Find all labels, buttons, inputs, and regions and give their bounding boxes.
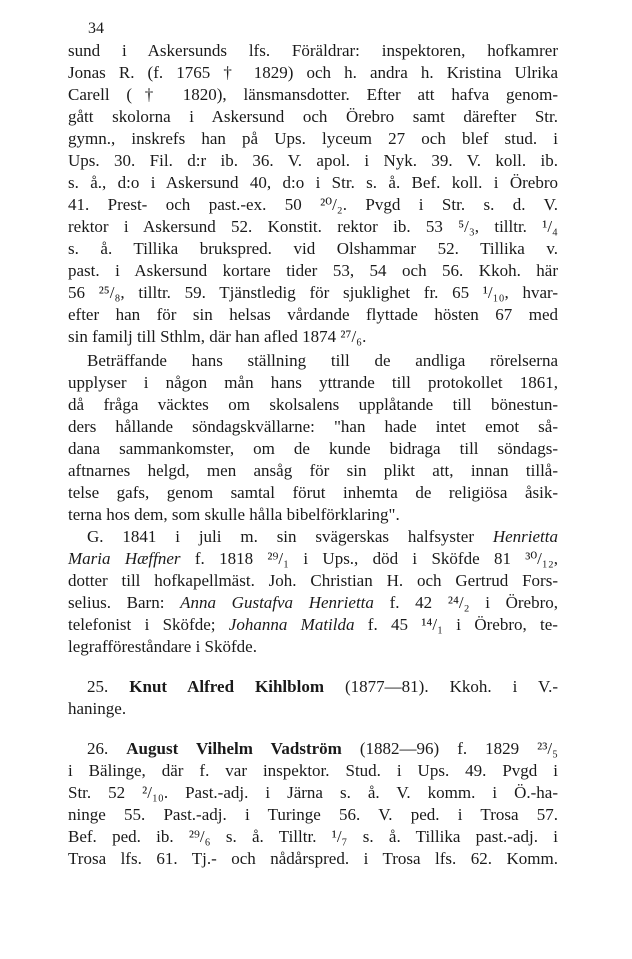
text-line: Str. 52 ²/₁₀. Past.-adj. i Järna s. å. V. komm. i Ö.-ha- [68, 783, 558, 802]
text-line [68, 548, 558, 570]
text-line: legrafföreståndare i Sköfde. [68, 637, 257, 656]
text-span: f. 1818 ²⁹/₁ i Ups., död i Sköfde 81 ³⁰/₁₂, [180, 549, 558, 568]
text-line [87, 738, 558, 760]
entry-name: August Vilhelm Vadström [126, 739, 342, 758]
text-span: f. 42 ²⁴/₂ i Örebro, [373, 593, 559, 612]
text-line: upplyser i någon mån hans yttrande till protokollet 1861, [68, 373, 558, 392]
text-span: G. 1841 i juli m. sin svägerskas halfsyster [87, 527, 493, 546]
text-line [87, 526, 558, 548]
text-line: gått skolorna i Askersund och Örebro samt därefter Str. [68, 107, 558, 126]
text-line: rektor i Askersund 52. Konstit. rektor ib. 53 ⁵/₃, tilltr. ¹/₄ [68, 217, 558, 236]
text-line: Bef. ped. ib. ²⁹/₆ s. å. Tilltr. ¹/₇ s. å. Tillika past.-adj. i [68, 827, 558, 846]
text-line: sund i Askersunds lfs. Föräldrar: inspektoren, hofkamrer [68, 41, 558, 60]
text-line: dana sammankomster, om de kunde bidraga till söndags- [68, 439, 558, 458]
text-line: s. å., d:o i Askersund 40, d:o i Str. s. å. Bef. koll. i Örebro [68, 173, 558, 192]
text-line: 41. Prest- och past.-ex. 50 ²⁰/₂. Pvgd i Str. s. d. V. [68, 195, 558, 214]
text-line [68, 592, 558, 614]
entry-number: 25. [87, 677, 109, 696]
text-span: (1877—81). Kkoh. i V.- [324, 677, 559, 696]
text-line [68, 614, 558, 636]
text-line: s. å. Tillika brukspred. vid Olshammar 52. Tillika v. [68, 239, 558, 258]
page-number: 34 [88, 20, 104, 37]
entry-number: 26. [87, 739, 109, 758]
italic-name: Henrietta [492, 527, 558, 546]
italic-name: Maria Hæffner [68, 549, 181, 568]
text-line: terna hos dem, som skulle hålla bibelförklaring". [68, 505, 400, 524]
text-line: gymn., inskrefs han på Ups. lyceum 27 och blef stud. i [68, 129, 558, 148]
text-line: Carell († 1820), länsmansdotter. Efter att hafva genom- [68, 85, 558, 104]
text-line [87, 676, 558, 698]
text-line: då fråga väcktes om skolsalens upplåtande till bönestun- [68, 395, 558, 414]
text-line: Beträffande hans ställning till de andliga rörelserna [87, 351, 558, 370]
text-span: (1882—96) f. 1829 ²³/₅ [341, 739, 559, 758]
text-line: ninge 55. Past.-adj. i Turinge 56. V. ped. i Trosa 57. [68, 805, 558, 824]
text-line: telse gafs, genom samtal förut inhemta de religiösa åsik- [68, 483, 558, 502]
text-line: Jonas R. (f. 1765 † 1829) och h. andra h. Kristina Ulrika [68, 63, 558, 82]
italic-name: Johanna Matilda [228, 615, 355, 634]
text-line: dotter till hofkapellmäst. Joh. Christian H. och Gertrud Fors- [68, 571, 558, 590]
text-line: Trosa lfs. 61. Tj.- och nådårspred. i Trosa lfs. 62. Komm. [68, 849, 558, 868]
text-line: 56 ²⁵/₈, tilltr. 59. Tjänstledig för sjuklighet fr. 65 ¹/₁₀, hvar- [68, 283, 558, 302]
text-line: haninge. [68, 699, 127, 718]
text-line: aftnarnes helgd, men ansåg för sin plikt att, innan tillå- [68, 461, 558, 480]
text-line: i Bälinge, där f. var inspektor. Stud. i Ups. 49. Pvgd i [68, 761, 558, 780]
text-span: telefonist i Sköfde; [68, 615, 229, 634]
text-span: selius. Barn: [68, 593, 181, 612]
text-line: efter han för sin helsas vårdande flyttade hösten 67 med [68, 305, 558, 324]
text-line: past. i Askersund kortare tider 53, 54 och 56. Kkoh. här [68, 261, 558, 280]
italic-name: Anna Gustafva Henrietta [180, 593, 374, 612]
text-span: f. 45 ¹⁴/₁ i Örebro, te- [354, 615, 558, 634]
entry-name: Knut Alfred Kihlblom [129, 677, 324, 696]
text-line: Ups. 30. Fil. d:r ib. 36. V. apol. i Nyk. 39. V. koll. ib. [68, 151, 558, 170]
text-line: ders hållande söndagskvällarne: "han hade intet emot så- [68, 417, 558, 436]
text-line: sin familj till Sthlm, där han afled 1874 ²⁷/₆. [68, 327, 367, 346]
